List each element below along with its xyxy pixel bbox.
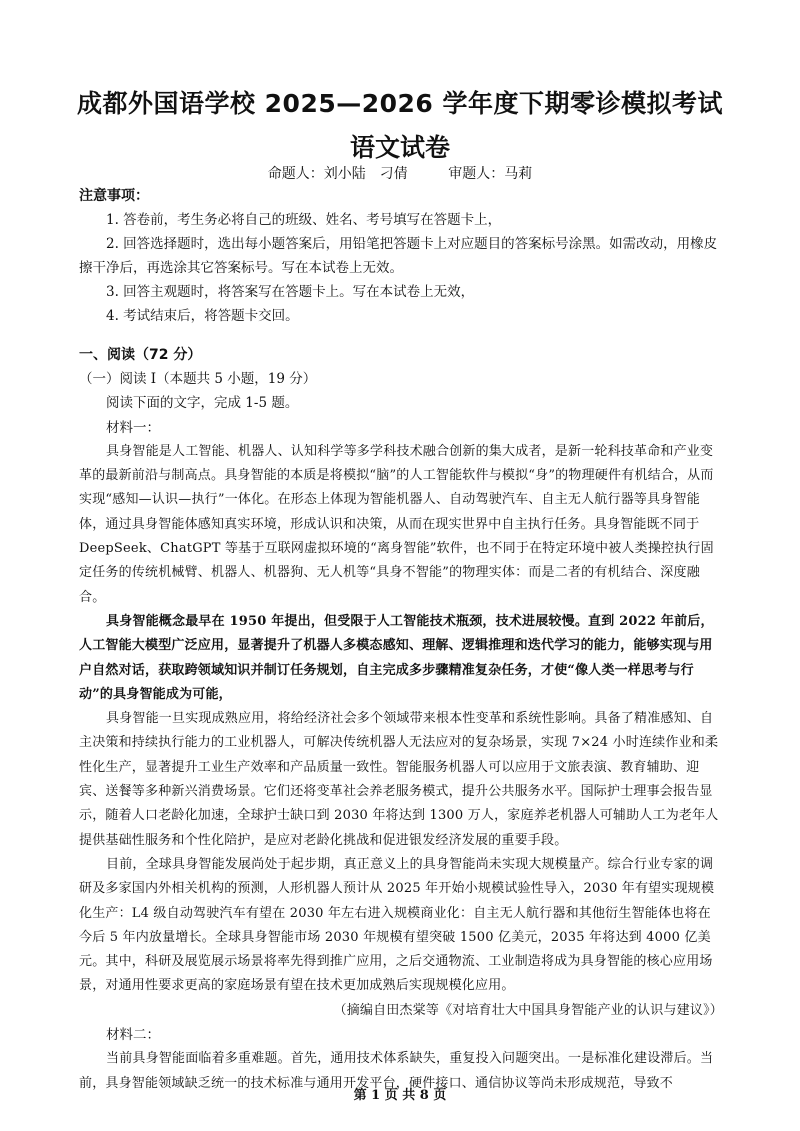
reviewer-label: 审题人：马莉	[448, 166, 533, 182]
section-heading: 一、阅读（72 分）	[79, 347, 202, 363]
material-source: （摘编自田杰棠等《对培育壮大中国具身智能产业的认识与建议》）	[333, 1002, 723, 1018]
reading-subheading: （一）阅读 I（本题共 5 小题，19 分）	[79, 371, 317, 387]
notice-item: 2. 回答选择题时，选出每小题答案后，用铅笔把答题卡上对应题目的答案标号涂黑。如需改动，用橡皮擦干净后，再选涂其它答案标号。写在本试卷上无效。	[79, 236, 718, 276]
notice-item: 4. 考试结束后，将答题卡交回。	[106, 308, 299, 324]
material-paragraph: 目前，全球具身智能发展尚处于起步期，真正意义上的具身智能尚未实现大规模量产。综合行业专家的调研及多家国内外相关机构的预测，人形机器人预计从 2025 年开始小规模试验性导入，2030 年有望实现规模化生产：L4 级自动驾驶汽车有望在 2030 年左右进入规模商业化：自主无人航行器和其他衍生智能体也将在今后 5 年内放量增长。全球具身智能市场 2030 年规模有望突破 1500 亿美元，2035 年将达到 4000 亿美元。其中，科研及展览展示场景将率先得到推广应用，之后交通物流、工业制造将成为具身智能的核心应用场景，对通用性要求更高的家庭场景有望在技术更加成熟后实现规模化应用。	[79, 856, 715, 994]
reading-instruction: 阅读下面的文字，完成 1-5 题。	[106, 395, 299, 412]
material-one-label: 材料一：	[106, 419, 160, 436]
notice-list	[79, 208, 723, 328]
notice-item: 3. 回答主观题时，将答案写在答题卡上。写在本试卷上无效，	[106, 284, 475, 300]
reading-section	[79, 367, 723, 1096]
page-number: 第 1 页 共 8 页	[353, 1088, 447, 1103]
material-paragraph: 具身智能一旦实现成熟应用，将给经济社会多个领域带来根本性变革和系统性影响。具备了精准感知、自主决策和持续执行能力的工业机器人，可解决传统机器人无法应对的复杂场景，实现 7×24 小时连续作业和柔性化生产，显著提升工业生产效率和产品质量一致性。智能服务机器人可以应用于文旅表演、教育辅助、迎宾、送餐等多种新兴消费场景。它们还将变革社会养老服务模式，提升公共服务水平。国际护士理事会报告显示，随着人口老龄化加速，全球护士缺口到 2030 年将达到 1300 万人，家庭养老机器人可辅助人工为老年人提供基础性服务和个性化陪护，是应对老龄化挑战和促进银发经济发展的重要手段。	[79, 711, 719, 848]
material-paragraph: 具身智能概念最早在 1950 年提出，但受限于人工智能技术瓶颈，技术进展较慢。直到 2022 年前后，人工智能大模型广泛应用，显著提升了机器人多模态感知、理解、逻辑推理和迭代学习的能力，能够实现与用户自然对话，获取跨领域知识并制订任务规划，自主完成多步骤精准复杂任务，才使“像人类一样思考与行动”的具身智能成为可能，	[79, 613, 714, 702]
notice-item: 1. 答卷前，考生务必将自己的班级、姓名、考号填写在答题卡上，	[106, 212, 502, 228]
author-label: 命题人：刘小陆 刁倩	[267, 166, 408, 182]
exam-title: 成都外国语学校 2025—2026 学年度下期零诊模拟考试	[76, 89, 724, 118]
exam-authors	[0, 163, 800, 183]
notice-heading: 注意事项：	[79, 188, 149, 204]
material-two-label: 材料二：	[106, 1027, 160, 1044]
material-paragraph: 具身智能是人工智能、机器人、认知科学等多学科技术融合创新的集大成者，是新一轮科技革命和产业变革的最新前沿与制高点。具身智能的本质是将模拟“脑”的人工智能软件与模拟“身”的物理硬件有机结合，从而实现“感知—认识—执行”一体化。在形态上体现为智能机器人、自动驾驶汽车、自主无人航行器等具身智能体，通过具身智能体感知真实环境，形成认识和决策，从而在现实世界中自主执行任务。具身智能既不同于 DeepSeek、ChatGPT 等基于互联网虚拟环境的“离身智能”软件，也不同于在特定环境中被人类操控执行固定任务的传统机械臂、机器人、机器狗、无人机等“具身不智能”的物理实体：而是二者的有机结合、深度融合。	[79, 443, 714, 605]
material-paragraph: 当前具身智能面临着多重难题。首先，通用技术体系缺失，重复投入问题突出。一是标准化建设滞后。当前，具身智能领域缺乏统一的技术标准与通用开发平台，硬件接口、通信协议等尚未形成规范，导致不	[79, 1051, 714, 1091]
exam-subject: 语文试卷	[349, 133, 450, 162]
